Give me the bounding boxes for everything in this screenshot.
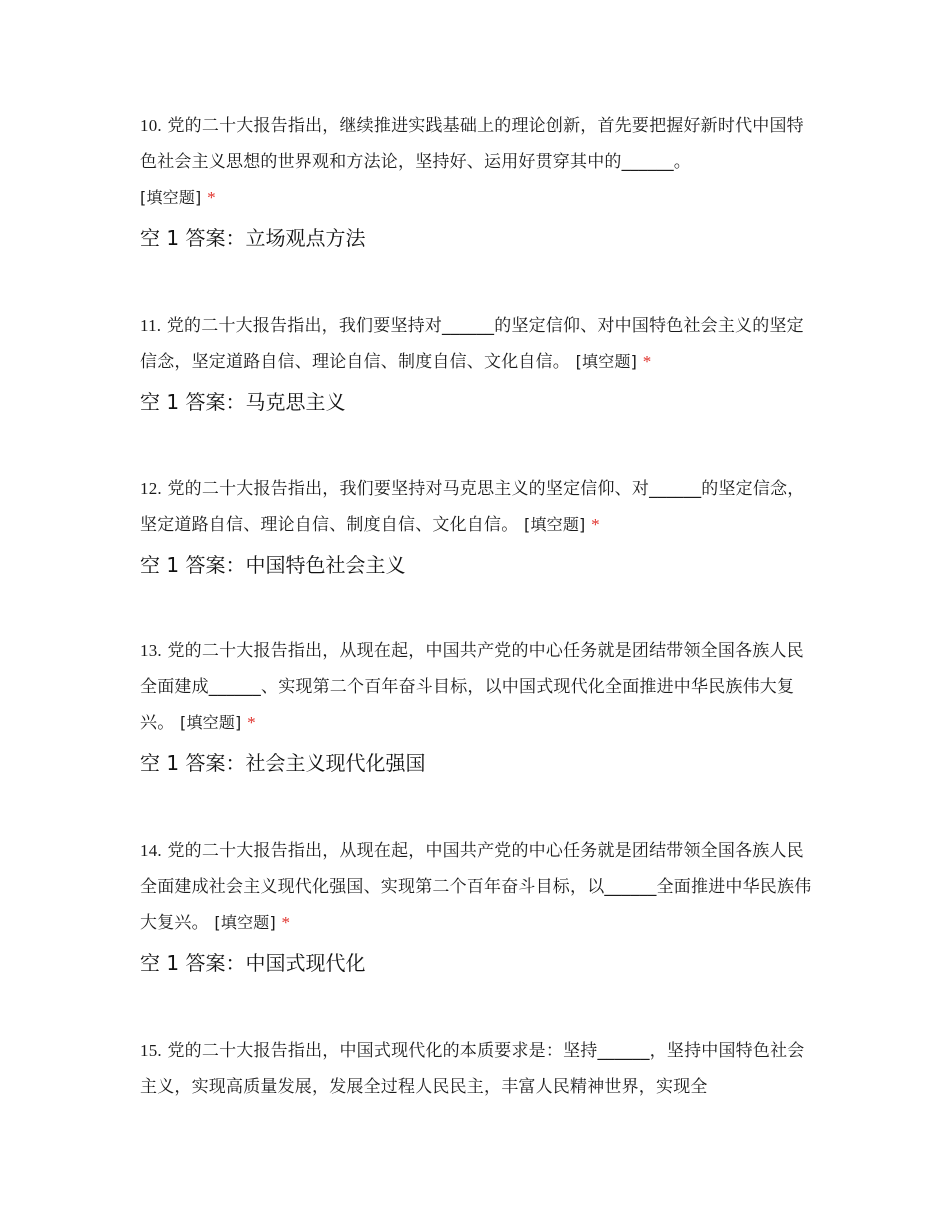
question-item bbox=[140, 308, 820, 418]
question-type-label: [填空题] bbox=[180, 713, 242, 732]
question-number: 10. bbox=[140, 116, 162, 135]
answer-text: 空 1 答案：立场观点方法 bbox=[140, 226, 366, 250]
question-text-block bbox=[140, 833, 820, 941]
question-text-block bbox=[140, 308, 820, 380]
answer-text: 空 1 答案：中国式现代化 bbox=[140, 951, 366, 975]
question-number: 14. bbox=[140, 841, 162, 860]
answer-text: 空 1 答案：社会主义现代化强国 bbox=[140, 751, 426, 775]
question-text: 党的二十大报告指出，我们要坚持对______的坚定信仰、对中国特色社会主义的坚定信念，坚定道路自信、理论自信、制度自信、文化自信。 bbox=[140, 316, 804, 372]
question-text: 党的二十大报告指出，继续推进实践基础上的理论创新，首先要把握好新时代中国特色社会主义思想的世界观和方法论，坚持好、运用好贯穿其中的______。 bbox=[140, 116, 804, 172]
question-item bbox=[140, 1033, 820, 1105]
required-mark: * bbox=[247, 713, 256, 732]
question-item bbox=[140, 471, 820, 581]
required-mark: * bbox=[591, 515, 600, 534]
question-type-label: [填空题] bbox=[214, 913, 276, 932]
answer-text: 空 1 答案：中国特色社会主义 bbox=[140, 553, 406, 577]
question-text: 党的二十大报告指出，从现在起，中国共产党的中心任务就是团结带领全国各族人民全面建成社会主义现代化强国、实现第二个百年奋斗目标，以______全面推进中华民族伟大复兴。 bbox=[140, 841, 812, 933]
question-text-block bbox=[140, 108, 820, 216]
question-text-block bbox=[140, 471, 820, 543]
question-item bbox=[140, 108, 820, 254]
question-number: 15. bbox=[140, 1041, 162, 1060]
question-text: 党的二十大报告指出，中国式现代化的本质要求是：坚持______，坚持中国特色社会主义，实现高质量发展，发展全过程人民民主，丰富人民精神世界，实现全 bbox=[140, 1041, 805, 1097]
question-number: 12. bbox=[140, 479, 162, 498]
question-text: 党的二十大报告指出，我们要坚持对马克思主义的坚定信仰、对______的坚定信念，坚定道路自信、理论自信、制度自信、文化自信。 bbox=[140, 479, 805, 535]
question-text-block bbox=[140, 633, 820, 741]
question-type-label: [填空题] bbox=[524, 515, 586, 534]
question-text-block bbox=[140, 1033, 820, 1105]
question-number: 11. bbox=[140, 316, 162, 335]
question-item bbox=[140, 633, 820, 779]
question-type-label: [填空题] bbox=[140, 188, 202, 207]
question-text: 党的二十大报告指出，从现在起，中国共产党的中心任务就是团结带领全国各族人民全面建成______、实现第二个百年奋斗目标，以中国式现代化全面推进中华民族伟大复兴。 bbox=[140, 641, 804, 733]
required-mark: * bbox=[642, 352, 652, 371]
required-mark: * bbox=[207, 188, 216, 207]
required-mark: * bbox=[281, 913, 291, 932]
question-type-label: [填空题] bbox=[575, 352, 638, 371]
question-number: 13. bbox=[140, 641, 162, 660]
question-item bbox=[140, 833, 820, 979]
answer-text: 空 1 答案：马克思主义 bbox=[140, 390, 346, 414]
